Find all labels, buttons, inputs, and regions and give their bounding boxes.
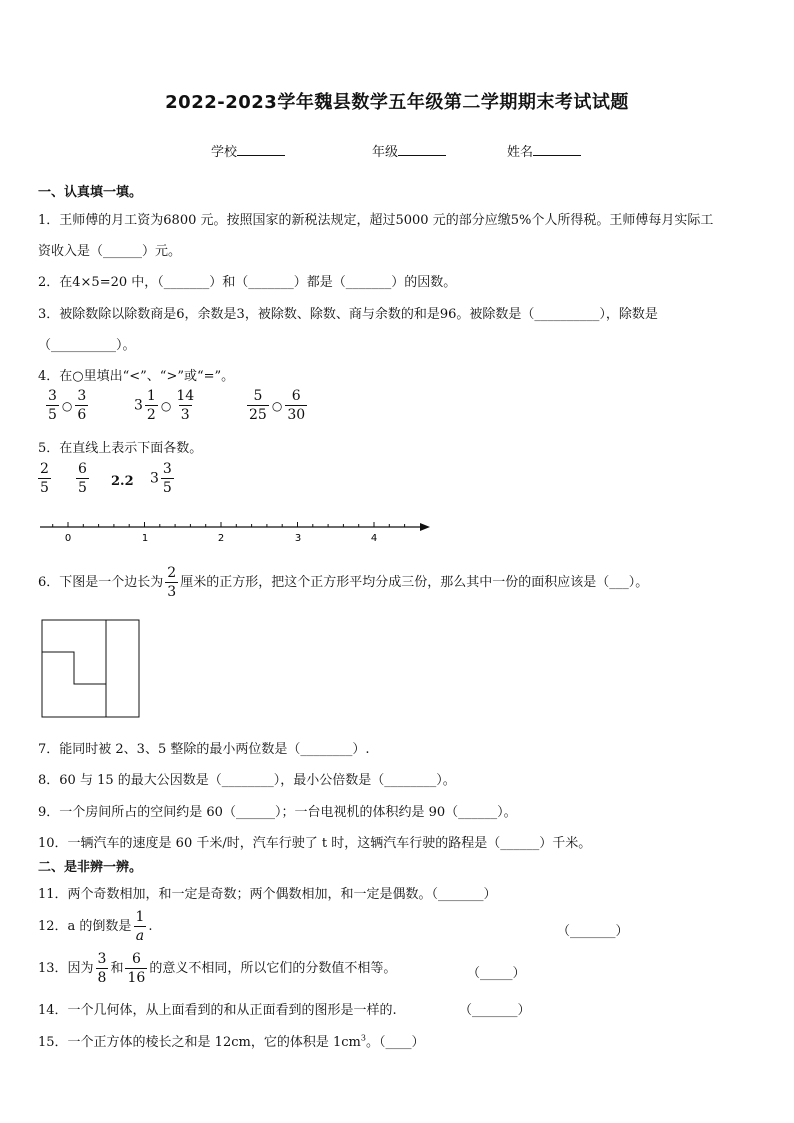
q13-text-before: 13．因为	[38, 961, 94, 976]
question-14: 14．一个几何体，从上面看到的和从正面看到的图形是一样的.	[38, 1003, 397, 1018]
grade-blank[interactable]	[398, 155, 446, 156]
q5-fraction-6-5: $\frac{6}{5}$	[78, 461, 87, 496]
question-12	[38, 910, 153, 943]
q13-answer-blank[interactable]: （_____）	[467, 966, 526, 981]
q13-text-after: 的意义不相同，所以它们的分数值不相等。	[149, 961, 397, 976]
name-label: 姓名	[507, 145, 534, 160]
page-title: 2022-2023学年魏县数学五年级第二学期期末考试试题	[165, 92, 629, 113]
q6-fraction: $\frac{2}{3}$	[167, 565, 177, 600]
tick-label-4: 4	[370, 533, 378, 544]
number-line	[36, 515, 436, 547]
compare-item-a	[44, 389, 90, 422]
q15-superscript: 3	[360, 1033, 366, 1043]
tick-label-2: 2	[217, 533, 225, 544]
question-6	[38, 566, 648, 599]
question-15	[38, 1031, 424, 1050]
school-label: 学校	[211, 145, 238, 160]
fraction-14-3: $\frac{14}{3}$	[176, 388, 195, 423]
q5-decimal: 2.2	[111, 474, 134, 489]
q14-answer-blank[interactable]: （_______）	[459, 1003, 531, 1018]
question-3-line-2: （__________）。	[38, 338, 136, 353]
tick-label-0: 0	[64, 533, 72, 544]
question-9: 9．一个房间所占的空间约是 60（______）；一台电视机的体积约是 90（______）。	[38, 805, 517, 820]
compare-circle[interactable]: ○	[61, 398, 73, 413]
q6-text-before: 6．下图是一个边长为	[38, 575, 164, 590]
question-13	[38, 952, 396, 985]
section-2-heading: 二、是非辨一辨。	[38, 860, 143, 875]
question-8: 8．60 与 15 的最大公因数是（________），最小公倍数是（________）。	[38, 773, 456, 788]
school-field	[211, 141, 285, 160]
q12-answer-blank[interactable]: （_______）	[557, 924, 629, 939]
question-2: 2．在4×5=20 中，（_______）和（_______）都是（_______）的因数。	[38, 275, 457, 290]
compare-item-b	[134, 389, 198, 422]
q5-fraction-2-5: $\frac{2}{5}$	[40, 461, 49, 496]
name-field	[507, 141, 581, 160]
fraction-3-5: $\frac{3}{5}$	[48, 388, 57, 423]
q12-text-after: .	[148, 919, 153, 934]
compare-circle[interactable]: ○	[160, 398, 172, 413]
q13-text-mid: 和	[110, 961, 124, 976]
tick-label-1: 1	[141, 533, 149, 544]
q13-fraction-6-16: $\frac{6}{16}$	[127, 951, 146, 986]
grade-label: 年级	[372, 145, 399, 160]
q15-text-before: 15．一个正方体的棱长之和是 12cm，它的体积是 1cm	[38, 1035, 361, 1050]
tick-label-3: 3	[294, 533, 302, 544]
fraction-6-30: $\frac{6}{30}$	[287, 388, 306, 423]
square-figure	[41, 619, 141, 719]
section-1-heading: 一、认真填一填。	[38, 185, 143, 200]
school-blank[interactable]	[237, 155, 285, 156]
q13-fraction-3-8: $\frac{3}{8}$	[97, 951, 107, 986]
question-4: 4．在○里填出“<”、“>”或“=”。	[38, 369, 235, 384]
question-1-line-2: 资收入是（______）元。	[38, 244, 182, 259]
fraction-5-25: $\frac{5}{25}$	[249, 388, 267, 423]
q5-mixed-number: 3 $\frac{3}{5}$	[150, 461, 172, 496]
number-line-ticks	[53, 522, 405, 527]
name-blank[interactable]	[533, 155, 581, 156]
mixed-number-whole: 3	[134, 397, 143, 414]
compare-circle[interactable]: ○	[271, 398, 283, 413]
question-3-line-1: 3．被除数除以除数商是6，余数是3，被除数、除数、商与余数的和是96。被除数是（__________），除数是	[38, 307, 658, 322]
q6-text-after: 厘米的正方形，把这个正方形平均分成三份，那么其中一份的面积应该是（___）。	[180, 575, 649, 590]
compare-item-c	[245, 389, 309, 422]
fraction-1-2: $\frac{1}{2}$	[146, 388, 156, 423]
q12-fraction: $\frac{1}{a}$	[135, 909, 145, 944]
question-11: 11．两个奇数相加，和一定是奇数；两个偶数相加，和一定是偶数。（_______）	[38, 887, 497, 902]
q12-text-before: 12．a 的倒数是	[38, 919, 132, 934]
q15-text-after: 。（____）	[365, 1035, 425, 1050]
question-1-line-1: 1．王师傅的月工资为6800 元。按照国家的新税法规定，超过5000 元的部分应缴5%个人所得税。王师傅每月实际工	[38, 213, 714, 228]
question-7: 7．能同时被 2、3、5 整除的最小两位数是（________）.	[38, 742, 370, 757]
fraction-3-6: $\frac{3}{6}$	[77, 388, 87, 423]
grade-field	[372, 141, 446, 160]
question-10: 10．一辆汽车的速度是 60 千米/时，汽车行驶了 t 时，这辆汽车行驶的路程是（______）千米。	[38, 836, 592, 851]
question-5: 5．在直线上表示下面各数。	[38, 441, 203, 456]
